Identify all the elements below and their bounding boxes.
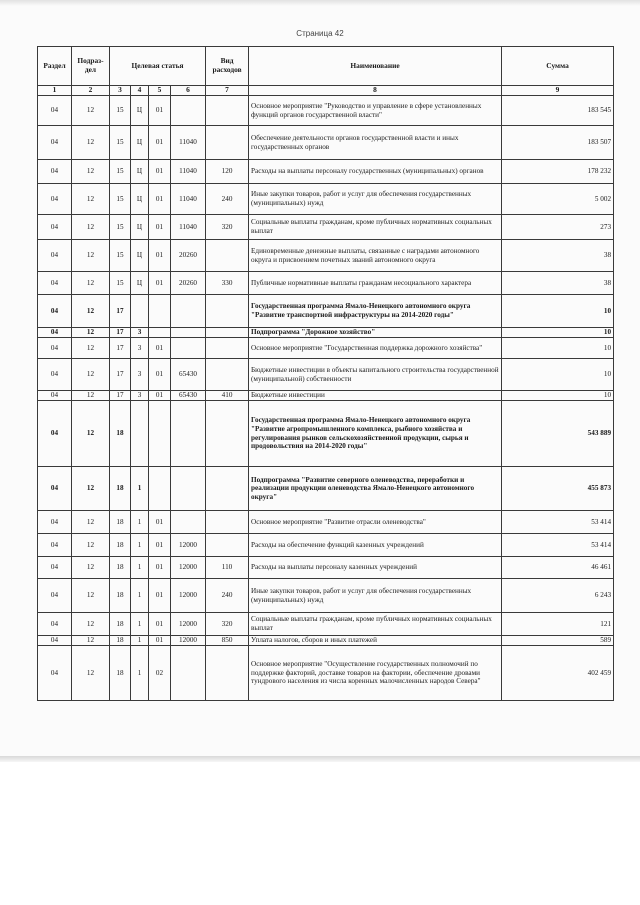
table-row [38, 646, 614, 701]
cell-razdel: 04 [38, 467, 72, 511]
cell-direction: 11040 [171, 160, 206, 184]
cell-naimenovanie: Уплата налогов, сборов и иных платежей [249, 636, 502, 646]
cell-podrazdel: 12 [72, 272, 110, 295]
cell-summa: 5 002 [502, 184, 614, 215]
col-number: 2 [72, 86, 110, 96]
cell-direction: 12000 [171, 534, 206, 557]
cell-subprogram: 1 [131, 467, 149, 511]
cell-naimenovanie: Иные закупки товаров, работ и услуг для обеспечения государственных (муниципальных) нужд [249, 579, 502, 613]
cell-direction: 12000 [171, 579, 206, 613]
cell-event: 01 [149, 240, 171, 272]
cell-podrazdel: 12 [72, 338, 110, 359]
cell-vid-rashodov [206, 646, 249, 701]
header-naimenovanie: Наименование [249, 47, 502, 86]
cell-razdel: 04 [38, 272, 72, 295]
cell-podrazdel: 12 [72, 579, 110, 613]
cell-program: 18 [110, 636, 131, 646]
table-row [38, 272, 614, 295]
cell-subprogram: Ц [131, 126, 149, 160]
col-number: 3 [110, 86, 131, 96]
cell-event [149, 295, 171, 328]
cell-summa: 53 414 [502, 534, 614, 557]
cell-direction [171, 96, 206, 126]
table-row [38, 557, 614, 579]
cell-vid-rashodov: 320 [206, 613, 249, 636]
cell-program: 15 [110, 272, 131, 295]
cell-summa: 589 [502, 636, 614, 646]
cell-podrazdel: 12 [72, 534, 110, 557]
cell-program: 15 [110, 96, 131, 126]
cell-razdel: 04 [38, 160, 72, 184]
cell-vid-rashodov [206, 467, 249, 511]
cell-subprogram: 1 [131, 646, 149, 701]
table-row [38, 467, 614, 511]
cell-naimenovanie: Бюджетные инвестиции [249, 391, 502, 401]
col-number: 4 [131, 86, 149, 96]
table-row [38, 359, 614, 391]
cell-vid-rashodov [206, 126, 249, 160]
cell-naimenovanie: Основное мероприятие "Развитие отрасли оленеводства" [249, 511, 502, 534]
cell-naimenovanie: Основное мероприятие "Руководство и управление в сфере установленных функций органов государственной власти" [249, 96, 502, 126]
cell-program: 18 [110, 557, 131, 579]
cell-naimenovanie: Государственная программа Ямало-Ненецкого автономного округа "Развитие агропромышленного комплекса, рыбного хозяйства и регулирования рынков сельскохозяйственной продукции, сырья и продовольствия на 2014-2020 годы" [249, 401, 502, 467]
cell-naimenovanie: Расходы на выплаты персоналу казенных учреждений [249, 557, 502, 579]
cell-subprogram [131, 295, 149, 328]
cell-subprogram: Ц [131, 272, 149, 295]
cell-razdel: 04 [38, 391, 72, 401]
cell-program: 15 [110, 240, 131, 272]
cell-direction: 12000 [171, 636, 206, 646]
cell-subprogram: 1 [131, 534, 149, 557]
cell-podrazdel: 12 [72, 646, 110, 701]
cell-subprogram: Ц [131, 160, 149, 184]
cell-program: 17 [110, 338, 131, 359]
cell-summa: 183 545 [502, 96, 614, 126]
cell-event: 02 [149, 646, 171, 701]
cell-event: 01 [149, 557, 171, 579]
cell-podrazdel: 12 [72, 401, 110, 467]
cell-summa: 38 [502, 240, 614, 272]
cell-naimenovanie: Расходы на обеспечение функций казенных учреждений [249, 534, 502, 557]
cell-program: 15 [110, 215, 131, 240]
cell-podrazdel: 12 [72, 240, 110, 272]
col-number: 9 [502, 86, 614, 96]
cell-razdel: 04 [38, 401, 72, 467]
cell-direction [171, 401, 206, 467]
cell-summa: 10 [502, 338, 614, 359]
cell-event: 01 [149, 613, 171, 636]
table-row [38, 328, 614, 338]
table-row [38, 160, 614, 184]
cell-subprogram: 3 [131, 338, 149, 359]
cell-program: 18 [110, 401, 131, 467]
cell-direction [171, 338, 206, 359]
cell-event: 01 [149, 272, 171, 295]
cell-event: 01 [149, 160, 171, 184]
cell-summa: 10 [502, 391, 614, 401]
cell-subprogram: 1 [131, 636, 149, 646]
cell-vid-rashodov: 330 [206, 272, 249, 295]
table-row [38, 391, 614, 401]
cell-program: 18 [110, 467, 131, 511]
cell-vid-rashodov: 110 [206, 557, 249, 579]
cell-program: 15 [110, 126, 131, 160]
cell-program: 17 [110, 328, 131, 338]
table-row [38, 240, 614, 272]
cell-vid-rashodov [206, 96, 249, 126]
table-row [38, 511, 614, 534]
cell-direction: 12000 [171, 613, 206, 636]
budget-table-body [38, 96, 614, 701]
cell-podrazdel: 12 [72, 328, 110, 338]
cell-program: 18 [110, 646, 131, 701]
cell-subprogram: 1 [131, 511, 149, 534]
cell-event [149, 328, 171, 338]
cell-naimenovanie: Социальные выплаты гражданам, кроме публичных нормативных социальных выплат [249, 613, 502, 636]
cell-summa: 10 [502, 359, 614, 391]
cell-summa: 543 889 [502, 401, 614, 467]
cell-event: 01 [149, 636, 171, 646]
table-row [38, 184, 614, 215]
cell-vid-rashodov [206, 328, 249, 338]
cell-razdel: 04 [38, 511, 72, 534]
cell-razdel: 04 [38, 359, 72, 391]
cell-naimenovanie: Иные закупки товаров, работ и услуг для обеспечения государственных (муниципальных) нужд [249, 184, 502, 215]
cell-podrazdel: 12 [72, 96, 110, 126]
cell-direction: 11040 [171, 126, 206, 160]
header-celevaya-statya: Целевая статья [110, 47, 206, 86]
cell-direction: 65430 [171, 391, 206, 401]
cell-subprogram: 3 [131, 328, 149, 338]
cell-program: 15 [110, 184, 131, 215]
table-row [38, 579, 614, 613]
cell-vid-rashodov [206, 338, 249, 359]
cell-program: 18 [110, 579, 131, 613]
cell-direction [171, 467, 206, 511]
cell-naimenovanie: Бюджетные инвестиции в объекты капитального строительства государственной (муниципальной) собственности [249, 359, 502, 391]
table-row [38, 96, 614, 126]
cell-summa: 53 414 [502, 511, 614, 534]
cell-razdel: 04 [38, 96, 72, 126]
cell-naimenovanie: Расходы на выплаты персоналу государственных (муниципальных) органов [249, 160, 502, 184]
cell-subprogram: 3 [131, 359, 149, 391]
table-row [38, 338, 614, 359]
cell-program: 17 [110, 391, 131, 401]
table-row [38, 613, 614, 636]
cell-direction [171, 646, 206, 701]
cell-naimenovanie: Подпрограмма "Развитие северного оленеводства, переработки и реализации продукции оленеводства Ямало-Ненецкого автономного округа" [249, 467, 502, 511]
cell-summa: 178 232 [502, 160, 614, 184]
cell-summa: 10 [502, 328, 614, 338]
cell-razdel: 04 [38, 184, 72, 215]
cell-summa: 46 461 [502, 557, 614, 579]
cell-razdel: 04 [38, 338, 72, 359]
cell-podrazdel: 12 [72, 467, 110, 511]
cell-vid-rashodov: 240 [206, 184, 249, 215]
cell-subprogram: 3 [131, 391, 149, 401]
col-number: 1 [38, 86, 72, 96]
cell-vid-rashodov: 240 [206, 579, 249, 613]
cell-event: 01 [149, 184, 171, 215]
cell-event: 01 [149, 511, 171, 534]
cell-podrazdel: 12 [72, 557, 110, 579]
cell-event: 01 [149, 215, 171, 240]
cell-razdel: 04 [38, 328, 72, 338]
cell-podrazdel: 12 [72, 215, 110, 240]
cell-razdel: 04 [38, 613, 72, 636]
cell-event: 01 [149, 579, 171, 613]
cell-naimenovanie: Социальные выплаты гражданам, кроме публичных нормативных социальных выплат [249, 215, 502, 240]
cell-direction: 20260 [171, 240, 206, 272]
cell-naimenovanie: Обеспечение деятельности органов государственной власти и иных государственных органов [249, 126, 502, 160]
header-vid-rashodov: Вид расходов [206, 47, 249, 86]
cell-vid-rashodov [206, 295, 249, 328]
cell-vid-rashodov [206, 401, 249, 467]
cell-naimenovanie: Подпрограмма "Дорожное хозяйство" [249, 328, 502, 338]
cell-event: 01 [149, 359, 171, 391]
header-podrazdel: Подраз-дел [72, 47, 110, 86]
cell-naimenovanie: Государственная программа Ямало-Ненецкого автономного округа "Развитие транспортной инфраструктуры на 2014-2020 годы" [249, 295, 502, 328]
cell-naimenovanie: Основное мероприятие "Осуществление государственных полномочий по поддержке факторий, доставке товаров на фактории, обеспечение дровами тундрового населения из числа коренных малочисленных народов Севера" [249, 646, 502, 701]
scan-bottom-edge [0, 756, 640, 762]
cell-podrazdel: 12 [72, 126, 110, 160]
cell-vid-rashodov [206, 534, 249, 557]
page-number-label: Страница 42 [296, 29, 344, 38]
header-summa: Сумма [502, 47, 614, 86]
cell-vid-rashodov: 120 [206, 160, 249, 184]
table-row [38, 295, 614, 328]
table-row [38, 126, 614, 160]
cell-podrazdel: 12 [72, 295, 110, 328]
cell-podrazdel: 12 [72, 511, 110, 534]
cell-razdel: 04 [38, 240, 72, 272]
scan-top-shadow [0, 0, 640, 6]
col-number: 5 [149, 86, 171, 96]
cell-direction [171, 295, 206, 328]
cell-event: 01 [149, 534, 171, 557]
col-number: 8 [249, 86, 502, 96]
cell-podrazdel: 12 [72, 160, 110, 184]
cell-summa: 273 [502, 215, 614, 240]
cell-event: 01 [149, 126, 171, 160]
cell-summa: 38 [502, 272, 614, 295]
cell-program: 18 [110, 534, 131, 557]
cell-podrazdel: 12 [72, 636, 110, 646]
header-razdel: Раздел [38, 47, 72, 86]
cell-direction [171, 328, 206, 338]
cell-direction: 12000 [171, 557, 206, 579]
cell-subprogram: 1 [131, 557, 149, 579]
table-row [38, 636, 614, 646]
cell-program: 15 [110, 160, 131, 184]
cell-summa: 121 [502, 613, 614, 636]
cell-razdel: 04 [38, 636, 72, 646]
cell-vid-rashodov: 850 [206, 636, 249, 646]
cell-vid-rashodov: 320 [206, 215, 249, 240]
cell-subprogram: 1 [131, 579, 149, 613]
cell-program: 18 [110, 613, 131, 636]
cell-subprogram [131, 401, 149, 467]
cell-naimenovanie: Основное мероприятие "Государственная поддержка дорожного хозяйства" [249, 338, 502, 359]
cell-vid-rashodov [206, 359, 249, 391]
cell-subprogram: Ц [131, 184, 149, 215]
cell-summa: 10 [502, 295, 614, 328]
cell-program: 17 [110, 295, 131, 328]
col-number: 6 [171, 86, 206, 96]
cell-event: 01 [149, 391, 171, 401]
cell-vid-rashodov: 410 [206, 391, 249, 401]
table-row [38, 215, 614, 240]
cell-naimenovanie: Единовременные денежные выплаты, связанные с наградами автономного округа и присвоением почетных званий автономного округа [249, 240, 502, 272]
cell-podrazdel: 12 [72, 391, 110, 401]
cell-podrazdel: 12 [72, 613, 110, 636]
cell-razdel: 04 [38, 646, 72, 701]
cell-direction: 11040 [171, 184, 206, 215]
cell-vid-rashodov [206, 240, 249, 272]
cell-vid-rashodov [206, 511, 249, 534]
cell-razdel: 04 [38, 126, 72, 160]
cell-subprogram: Ц [131, 96, 149, 126]
cell-event: 01 [149, 338, 171, 359]
cell-summa: 183 507 [502, 126, 614, 160]
cell-podrazdel: 12 [72, 184, 110, 215]
cell-program: 17 [110, 359, 131, 391]
cell-summa: 6 243 [502, 579, 614, 613]
cell-event: 01 [149, 96, 171, 126]
table-row [38, 401, 614, 467]
cell-direction [171, 511, 206, 534]
cell-direction: 20260 [171, 272, 206, 295]
cell-direction: 65430 [171, 359, 206, 391]
column-numbers-row [38, 86, 614, 96]
cell-program: 18 [110, 511, 131, 534]
cell-event [149, 401, 171, 467]
cell-razdel: 04 [38, 579, 72, 613]
cell-direction: 11040 [171, 215, 206, 240]
cell-razdel: 04 [38, 215, 72, 240]
cell-naimenovanie: Публичные нормативные выплаты гражданам несоциального характера [249, 272, 502, 295]
cell-summa: 455 873 [502, 467, 614, 511]
cell-event [149, 467, 171, 511]
cell-subprogram: Ц [131, 215, 149, 240]
cell-razdel: 04 [38, 295, 72, 328]
cell-razdel: 04 [38, 534, 72, 557]
budget-table [37, 46, 614, 701]
cell-summa: 402 459 [502, 646, 614, 701]
table-row [38, 534, 614, 557]
cell-subprogram: Ц [131, 240, 149, 272]
col-number: 7 [206, 86, 249, 96]
cell-subprogram: 1 [131, 613, 149, 636]
cell-razdel: 04 [38, 557, 72, 579]
cell-podrazdel: 12 [72, 359, 110, 391]
